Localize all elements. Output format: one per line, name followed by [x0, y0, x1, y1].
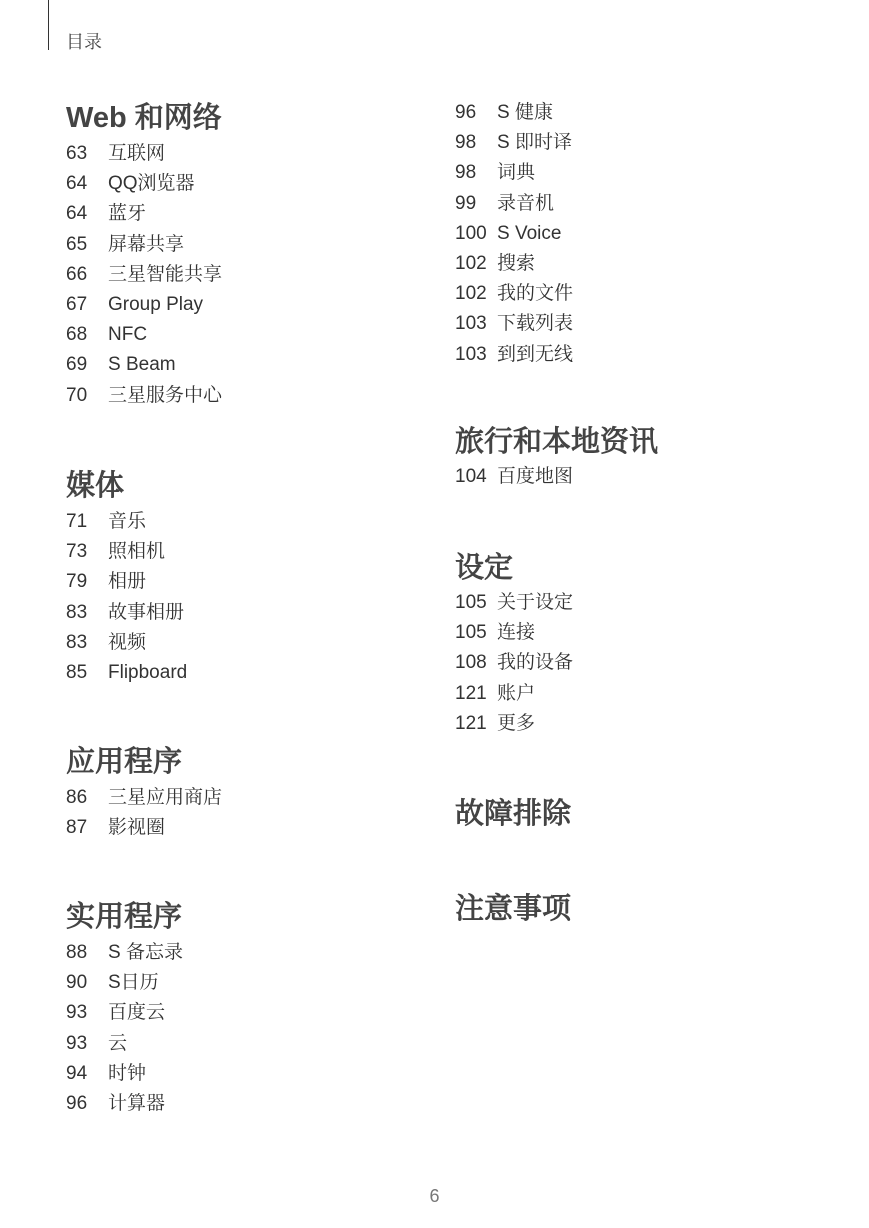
entry-label: 时钟 [108, 1062, 147, 1084]
toc-entry[interactable] [66, 507, 426, 537]
toc-entry[interactable] [66, 598, 426, 628]
toc-entry[interactable] [66, 1059, 426, 1089]
toc-entry[interactable] [455, 709, 835, 739]
entry-label: 百度云 [108, 1002, 166, 1024]
entry-page-number: 103 [455, 313, 487, 335]
entry-page-number: 87 [66, 817, 88, 839]
entry-page-number: 68 [66, 324, 88, 346]
toc-entry[interactable] [455, 462, 835, 492]
entry-page-number: 100 [455, 222, 487, 244]
toc-section-utilities [66, 899, 426, 1119]
toc-entry[interactable] [66, 260, 426, 290]
toc-entry[interactable] [66, 998, 426, 1028]
toc-entry[interactable] [66, 628, 426, 658]
entry-label: S Voice [497, 222, 562, 244]
toc-entry[interactable] [455, 340, 835, 370]
toc-section-travel [455, 424, 835, 492]
entry-page-number: 71 [66, 511, 88, 533]
toc-entry[interactable] [66, 968, 426, 998]
entry-page-number: 102 [455, 283, 487, 305]
header-label: 目录 [66, 32, 102, 52]
entry-list [455, 588, 835, 739]
toc-entry[interactable] [66, 567, 426, 597]
section-title: Web 和网络 [66, 102, 222, 134]
toc-entry[interactable] [455, 618, 835, 648]
section-title[interactable]: 故障排除 [455, 798, 572, 830]
toc-entry[interactable] [66, 381, 426, 411]
entry-list [66, 507, 426, 688]
entry-list [66, 938, 426, 1119]
entry-label: 相册 [108, 571, 147, 593]
section-title: 媒体 [66, 470, 125, 502]
toc-section-settings [455, 550, 835, 739]
entry-label: 音乐 [108, 511, 147, 533]
entry-label: 词典 [497, 162, 536, 184]
toc-entry[interactable] [66, 658, 426, 688]
entry-page-number: 98 [455, 132, 477, 154]
entry-label: 屏幕共享 [108, 233, 185, 255]
toc-entry[interactable] [455, 309, 835, 339]
section-title[interactable]: 注意事项 [455, 893, 572, 925]
entry-page-number: 65 [66, 233, 88, 255]
toc-entry[interactable] [455, 189, 835, 219]
entry-page-number: 64 [66, 203, 88, 225]
toc-entry[interactable] [455, 249, 835, 279]
entry-page-number: 66 [66, 263, 88, 285]
entry-label: 影视圈 [108, 817, 166, 839]
toc-entry[interactable] [66, 290, 426, 320]
toc-section-troubleshooting [455, 796, 835, 832]
entry-label: 蓝牙 [108, 203, 147, 225]
entry-list [455, 98, 835, 370]
entry-label: QQ浏览器 [108, 173, 195, 195]
entry-label: 录音机 [497, 192, 555, 214]
entry-label: 更多 [497, 712, 536, 734]
entry-label: 视频 [108, 631, 147, 653]
toc-section-precautions [455, 891, 835, 927]
entry-label: 下载列表 [497, 313, 574, 335]
toc-entry[interactable] [455, 219, 835, 249]
entry-label: S 健康 [497, 102, 553, 124]
entry-page-number: 85 [66, 662, 88, 684]
entry-label: 云 [108, 1032, 128, 1054]
entry-page-number: 83 [66, 601, 88, 623]
toc-entry[interactable] [66, 938, 426, 968]
entry-list [66, 139, 426, 411]
entry-page-number: 98 [455, 162, 477, 184]
entry-page-number: 83 [66, 631, 88, 653]
header-rule [48, 0, 49, 50]
toc-section-web [66, 100, 426, 411]
entry-label: 三星智能共享 [108, 263, 223, 285]
toc-entry[interactable] [66, 350, 426, 380]
section-title: 旅行和本地资讯 [455, 426, 659, 458]
toc-entry[interactable] [66, 537, 426, 567]
entry-label: 三星应用商店 [108, 787, 223, 809]
entry-page-number: 96 [455, 102, 477, 124]
entry-label: 到到无线 [497, 343, 574, 365]
entry-list [455, 462, 835, 492]
entry-page-number: 70 [66, 384, 88, 406]
entry-page-number: 93 [66, 1032, 88, 1054]
toc-entry[interactable] [455, 279, 835, 309]
toc-entry[interactable] [455, 588, 835, 618]
entry-label: Flipboard [108, 662, 188, 684]
entry-label: Group Play [108, 294, 204, 316]
entry-page-number: 104 [455, 466, 487, 488]
toc-section-apps [66, 744, 426, 843]
entry-label: 故事相册 [108, 601, 185, 623]
toc-entry[interactable] [66, 1089, 426, 1119]
entry-page-number: 90 [66, 972, 88, 994]
entry-label: 关于设定 [497, 592, 574, 614]
entry-label: S Beam [108, 354, 176, 376]
toc-entry[interactable] [66, 783, 426, 813]
entry-label: S 备忘录 [108, 942, 183, 964]
entry-page-number: 73 [66, 541, 88, 563]
entry-label: 我的设备 [497, 652, 574, 674]
toc-entry[interactable] [455, 679, 835, 709]
toc-entry[interactable] [455, 128, 835, 158]
entry-label: 三星服务中心 [108, 384, 223, 406]
entry-label: 百度地图 [497, 466, 574, 488]
toc-entry[interactable] [66, 230, 426, 260]
toc-section-media [66, 468, 426, 688]
entry-page-number: 121 [455, 682, 487, 704]
entry-page-number: 79 [66, 571, 88, 593]
entry-page-number: 108 [455, 652, 487, 674]
section-title: 设定 [455, 552, 514, 584]
entry-page-number: 99 [455, 192, 477, 214]
toc-entry[interactable] [455, 98, 835, 128]
toc-entry[interactable] [455, 158, 835, 188]
toc-entry[interactable] [66, 813, 426, 843]
toc-entry[interactable] [66, 320, 426, 350]
entry-label: 计算器 [108, 1093, 166, 1115]
entry-list [66, 783, 426, 843]
entry-page-number: 102 [455, 253, 487, 275]
entry-page-number: 121 [455, 712, 487, 734]
entry-page-number: 86 [66, 787, 88, 809]
entry-page-number: 105 [455, 622, 487, 644]
toc-entry[interactable] [66, 199, 426, 229]
toc-entry[interactable] [66, 169, 426, 199]
page-number: 6 [429, 1186, 440, 1206]
entry-page-number: 94 [66, 1062, 88, 1084]
entry-page-number: 63 [66, 143, 88, 165]
entry-page-number: 93 [66, 1002, 88, 1024]
entry-label: S 即时译 [497, 132, 572, 154]
section-title: 应用程序 [66, 746, 183, 778]
entry-page-number: 96 [66, 1093, 88, 1115]
entry-label: NFC [108, 324, 148, 346]
entry-label: 互联网 [108, 143, 166, 165]
entry-label: 账户 [497, 682, 536, 704]
entry-page-number: 105 [455, 592, 487, 614]
entry-page-number: 88 [66, 942, 88, 964]
entry-page-number: 64 [66, 173, 88, 195]
entry-label: 搜索 [497, 253, 536, 275]
entry-label: 连接 [497, 622, 536, 644]
entry-label: S日历 [108, 972, 159, 994]
toc-entry[interactable] [455, 648, 835, 678]
entry-label: 我的文件 [497, 283, 574, 305]
toc-section-continued [455, 98, 835, 370]
toc-entry[interactable] [66, 1029, 426, 1059]
section-title: 实用程序 [66, 901, 183, 933]
entry-page-number: 69 [66, 354, 88, 376]
entry-label: 照相机 [108, 541, 166, 563]
entry-page-number: 67 [66, 294, 88, 316]
entry-page-number: 103 [455, 343, 487, 365]
toc-entry[interactable] [66, 139, 426, 169]
